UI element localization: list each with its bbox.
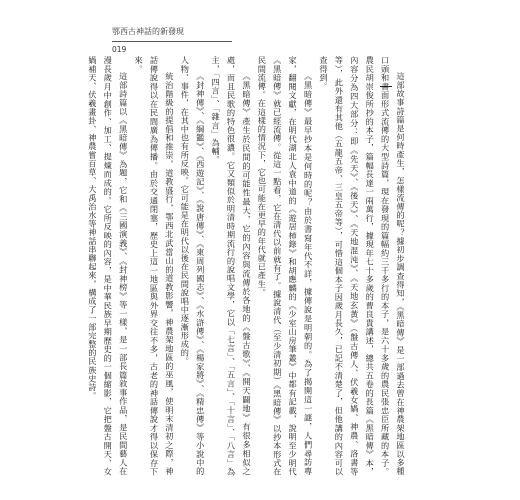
book-title: 鄂西古神話的新發現 <box>112 27 184 36</box>
paragraph: 這部詩篇以《黑暗傳》為題，它和《三國演義》、《封神榜》等一樣，是一部長篇敘事作品，是民間藝人在漫長歲月中創作、加工、提煉而成的。它所反映的內容，是中華民族早期歷史的一個縮影，它把盤古開天、女媧補天、伏羲畫卦、神農嘗百草、大禹治水等神話串聯起來，構成了一部完整的民族史詩。 <box>87 56 129 476</box>
paragraph: 《封神傳》、《綱鑑》、《西遊記》、《說唐傳》、《東周列國志》、《水滸傳》、《楊家將》、《精忠傳》等小說中的人物、事件，在其中也有所反映。它可能是在明代以後在民間說唱中逐漸形成的。 <box>180 56 206 476</box>
running-header <box>112 26 232 54</box>
paragraph: 統治階級的提倡和推崇，道教盛行，鄂西北武當山的道教影響，神農架地區的巫風，使明末清初之際，神話傳說得以在民間廣為傳播。由於交通閉塞，歷史上這一地區與外界交往不多，古老的神話傳說才得以保存下來。 <box>134 56 175 476</box>
header-rule <box>112 41 232 42</box>
paragraph: 《黑暗傳》最早抄本是何時的呢？由於書寫年代不詳，據傳說是明朝的。為了揭開這一謎，人們尋訪專家，翻閱文獻，在明代湖北人袁中道的《遊居柿錄》和胡應麟的《少室山房筆叢》中都有記載，說明至少明代《黑暗傳》就已經流傳。從這一點看，它在清代以前就有了。據說清代（至少清初期）《黑暗傳》以抄本形式在民間流傳。在這樣的情況下，它也可能在更早的年代就已產生。 <box>257 56 314 476</box>
paragraph: 《黑暗傳》產生於民間的可能性最大，它的內容與流傳於各地的《盤古歌》、《開天闢地》有很多相似之處，而且民歌的特色很濃。它又類似於明清時期流行的說唱文學，它以「七言」、「五言」、「十言」、「八言」為主，「四言」、「雜言」為輔。 <box>211 56 252 476</box>
paragraph: 這部故事詩篇是何時產生，怎樣流傳的呢？據初步調查得知，《黑暗傳》是一部過去曾在神農架地區以多種口頭和書面形式流傳的大型詩篇，現在發現的篇幅約三千多行的本子，是六十多歲的農民張忠臣所藏的本子。農民胡崇俊所抄的本子，篇幅長達一兩萬行，據現年七十多歲的曹良貴講述，總共五卷的長篇《黑暗傳》本，內容分為四大部分：即《先天》、《後天》、《天地混沌》、《天地玄黃》（盤古傳人、伏羲女媧、神農、洛書等等），此外還有其他（五龍五帝、三皇五帝等），可惜這個本子因歲月長久，已記不清楚了，但他講的內容可以查得到。 <box>318 56 406 476</box>
body-text <box>87 56 408 476</box>
page-number: 019 <box>112 45 127 54</box>
